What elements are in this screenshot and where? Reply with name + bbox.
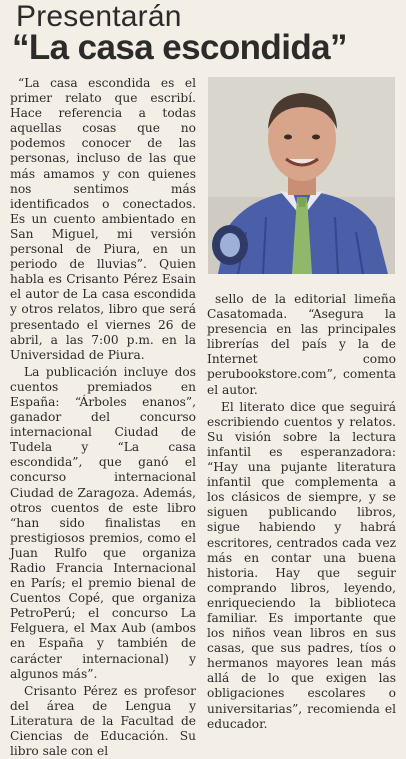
paragraph-intro: “La casa escondida es el primer relato que escribí. Hace referencia a todas aquellas cosas que no podemos conocer de las personas, incluso de las que más amamos y con quienes nos sentimos más identificados o conectados. Es un cuento ambientado en San Miguel, mi versión personal de Piura, en un periodo de lluvias”. Quien habla es Crisanto Pérez Esain el autor de La casa escondida y otros relatos, libro que será presentado el viernes 26 de abril, a las 7:00 p.m. en la Universidad de Piura.	[10, 76, 196, 362]
paragraph-awards: La publicación incluye dos cuentos premiados en España: “Árboles enanos”, ganador del concurso internacional Ciudad de Tudela y “La casa escondida”, que ganó el concurso internacional Ciudad de Zaragoza. Además, otros cuentos de este libro “han sido finalistas en prestigiosos premios, como el Juan Rulfo que organiza Radio Francia Internacional en París; el premio bienal de Cuentos Copé, que organiza PetroPerú; el concurso La Felguera, el Max Aub (ambos en España y también de carácter internacional) y algunos más”.	[10, 364, 196, 681]
author-portrait-illustration	[208, 77, 395, 274]
author-photo	[208, 77, 395, 274]
paragraph-children-literature: El literato dice que seguirá escribiendo cuentos y relatos. Su visión sobre la lectura infantil es esperanzadora: “Hay una pujante literatura infantil que complementa a los clásicos de siempre, y se siguen publicando libros, sigue habiendo y habrá escritores, centrados cada vez más en contar una buena historia. Hay que seguir comprando libros, leyendo, enriqueciendo la biblioteca familiar. Es importante que los niños vean libros en sus casas, que sus padres, tíos o hermanos mayores lean más allá de lo que exigen las obligaciones escolares o universitarias”, recomienda el educador.	[207, 399, 396, 731]
headline-kicker: Presentarán	[16, 0, 182, 33]
article-column-left	[10, 76, 196, 759]
headline-title: “La casa escondida”	[12, 28, 347, 67]
paragraph-professor: Crisanto Pérez es profesor del área de Lengua y Literatura de la Facultad de Ciencias de Educación. Su libro sale con el	[10, 683, 196, 759]
paragraph-publisher: sello de la editorial limeña Casatomada. “Asegura la presencia en las principales librerías del país y la de Internet como perubookstore.com”, comenta el autor.	[207, 292, 396, 397]
article-column-right	[207, 292, 396, 732]
